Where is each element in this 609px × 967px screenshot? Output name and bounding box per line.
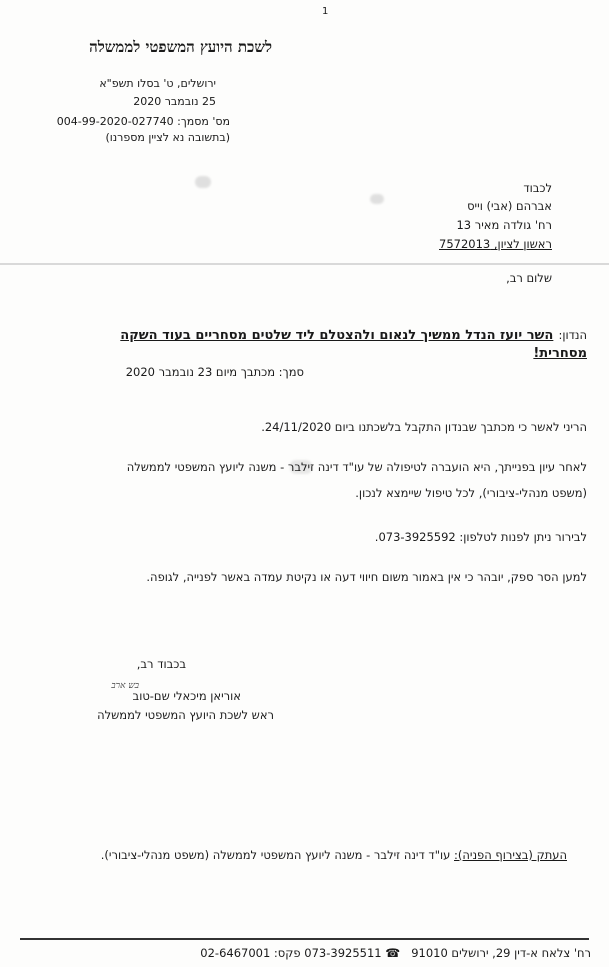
- paragraph-received: הריני לאשר כי מכתבך שבנדון התקבל בלשכתנו ביום 24/11/2020.: [261, 420, 587, 434]
- signature-mark: בש ארב: [111, 681, 139, 691]
- subject-reference: סמך: מכתבך מיום 23 נובמבר 2020: [125, 365, 304, 379]
- scan-line: [0, 263, 609, 265]
- scan-smudge: [370, 194, 384, 204]
- signatory-name: אוריאן מיכאלי שם-טוב: [132, 689, 241, 703]
- recipient-name: אברהם (אבי) וייס: [467, 199, 552, 213]
- paragraph-forwarded: לאחר עיון בפנייתך, היא הועברה לטיפולה של עו"ד דינה זילבר - משנה ליועץ המשפטי לממשלה: [126, 460, 587, 474]
- paragraph-forwarded-cont: (משפט מנהלי-ציבורי), לכל טיפול שיימצא לנכון.: [355, 486, 587, 500]
- office-name: לשכת היועץ המשפטי לממשלה: [89, 38, 272, 56]
- copy-label: העתק (בצירוף הפניה):: [454, 848, 567, 862]
- subject-line-2: מסחרית!: [533, 346, 587, 361]
- date-hebrew: ירושלים, ט' בסלו תשפ"א: [99, 77, 216, 90]
- subject-line-1: השר יועז הנדל ממשיך לנאום ולהצטלם ליד שלטים מסחריים בעוד השקה: [120, 328, 554, 343]
- paragraph-disclaimer: למען הסר ספק, יובהר כי אין באמור משום חיווי דעה או נקיטת עמדה באשר לפנייה, לגופה.: [146, 570, 587, 584]
- greeting: שלום רב,: [506, 271, 552, 285]
- footer-phone: 073-3925511: [304, 946, 382, 960]
- footer-rule: [20, 938, 589, 940]
- paragraph-phone: לבירור ניתן לפנות לטלפון: 073-3925592.: [374, 530, 587, 544]
- copy-line: [101, 848, 567, 862]
- page-number: 1: [322, 6, 329, 17]
- footer-address: רח' צלאח א-דין 29, ירושלים 91010: [411, 946, 591, 960]
- copy-text: עו"ד דינה זילבר - משנה ליועץ המשפטי לממשלה (משפט מנהלי-ציבורי).: [100, 848, 451, 862]
- recipient-street: רח' גולדה מאיר 13: [456, 218, 552, 232]
- footer-fax: פקס: 02-6467001: [200, 946, 301, 960]
- scan-smudge: [195, 176, 211, 188]
- phone-icon: ☎: [385, 946, 401, 960]
- recipient-city: ראשון לציון, 7572013: [439, 237, 552, 251]
- subject-block: [27, 324, 587, 343]
- signatory-title: ראש לשכת היועץ המשפטי לממשלה: [97, 708, 274, 722]
- date-gregorian: 25 נובמבר 2020: [133, 95, 216, 108]
- recipient-to: לכבוד: [523, 181, 552, 195]
- footer: [200, 946, 591, 960]
- subject-label: הנדון:: [558, 328, 587, 342]
- document-reference: מס' מסמך: 004-99-2020-027740: [56, 115, 230, 128]
- closing-regards: בכבוד רב,: [136, 657, 186, 671]
- reference-note: (בתשובה נא לציין מספרנו): [105, 131, 230, 144]
